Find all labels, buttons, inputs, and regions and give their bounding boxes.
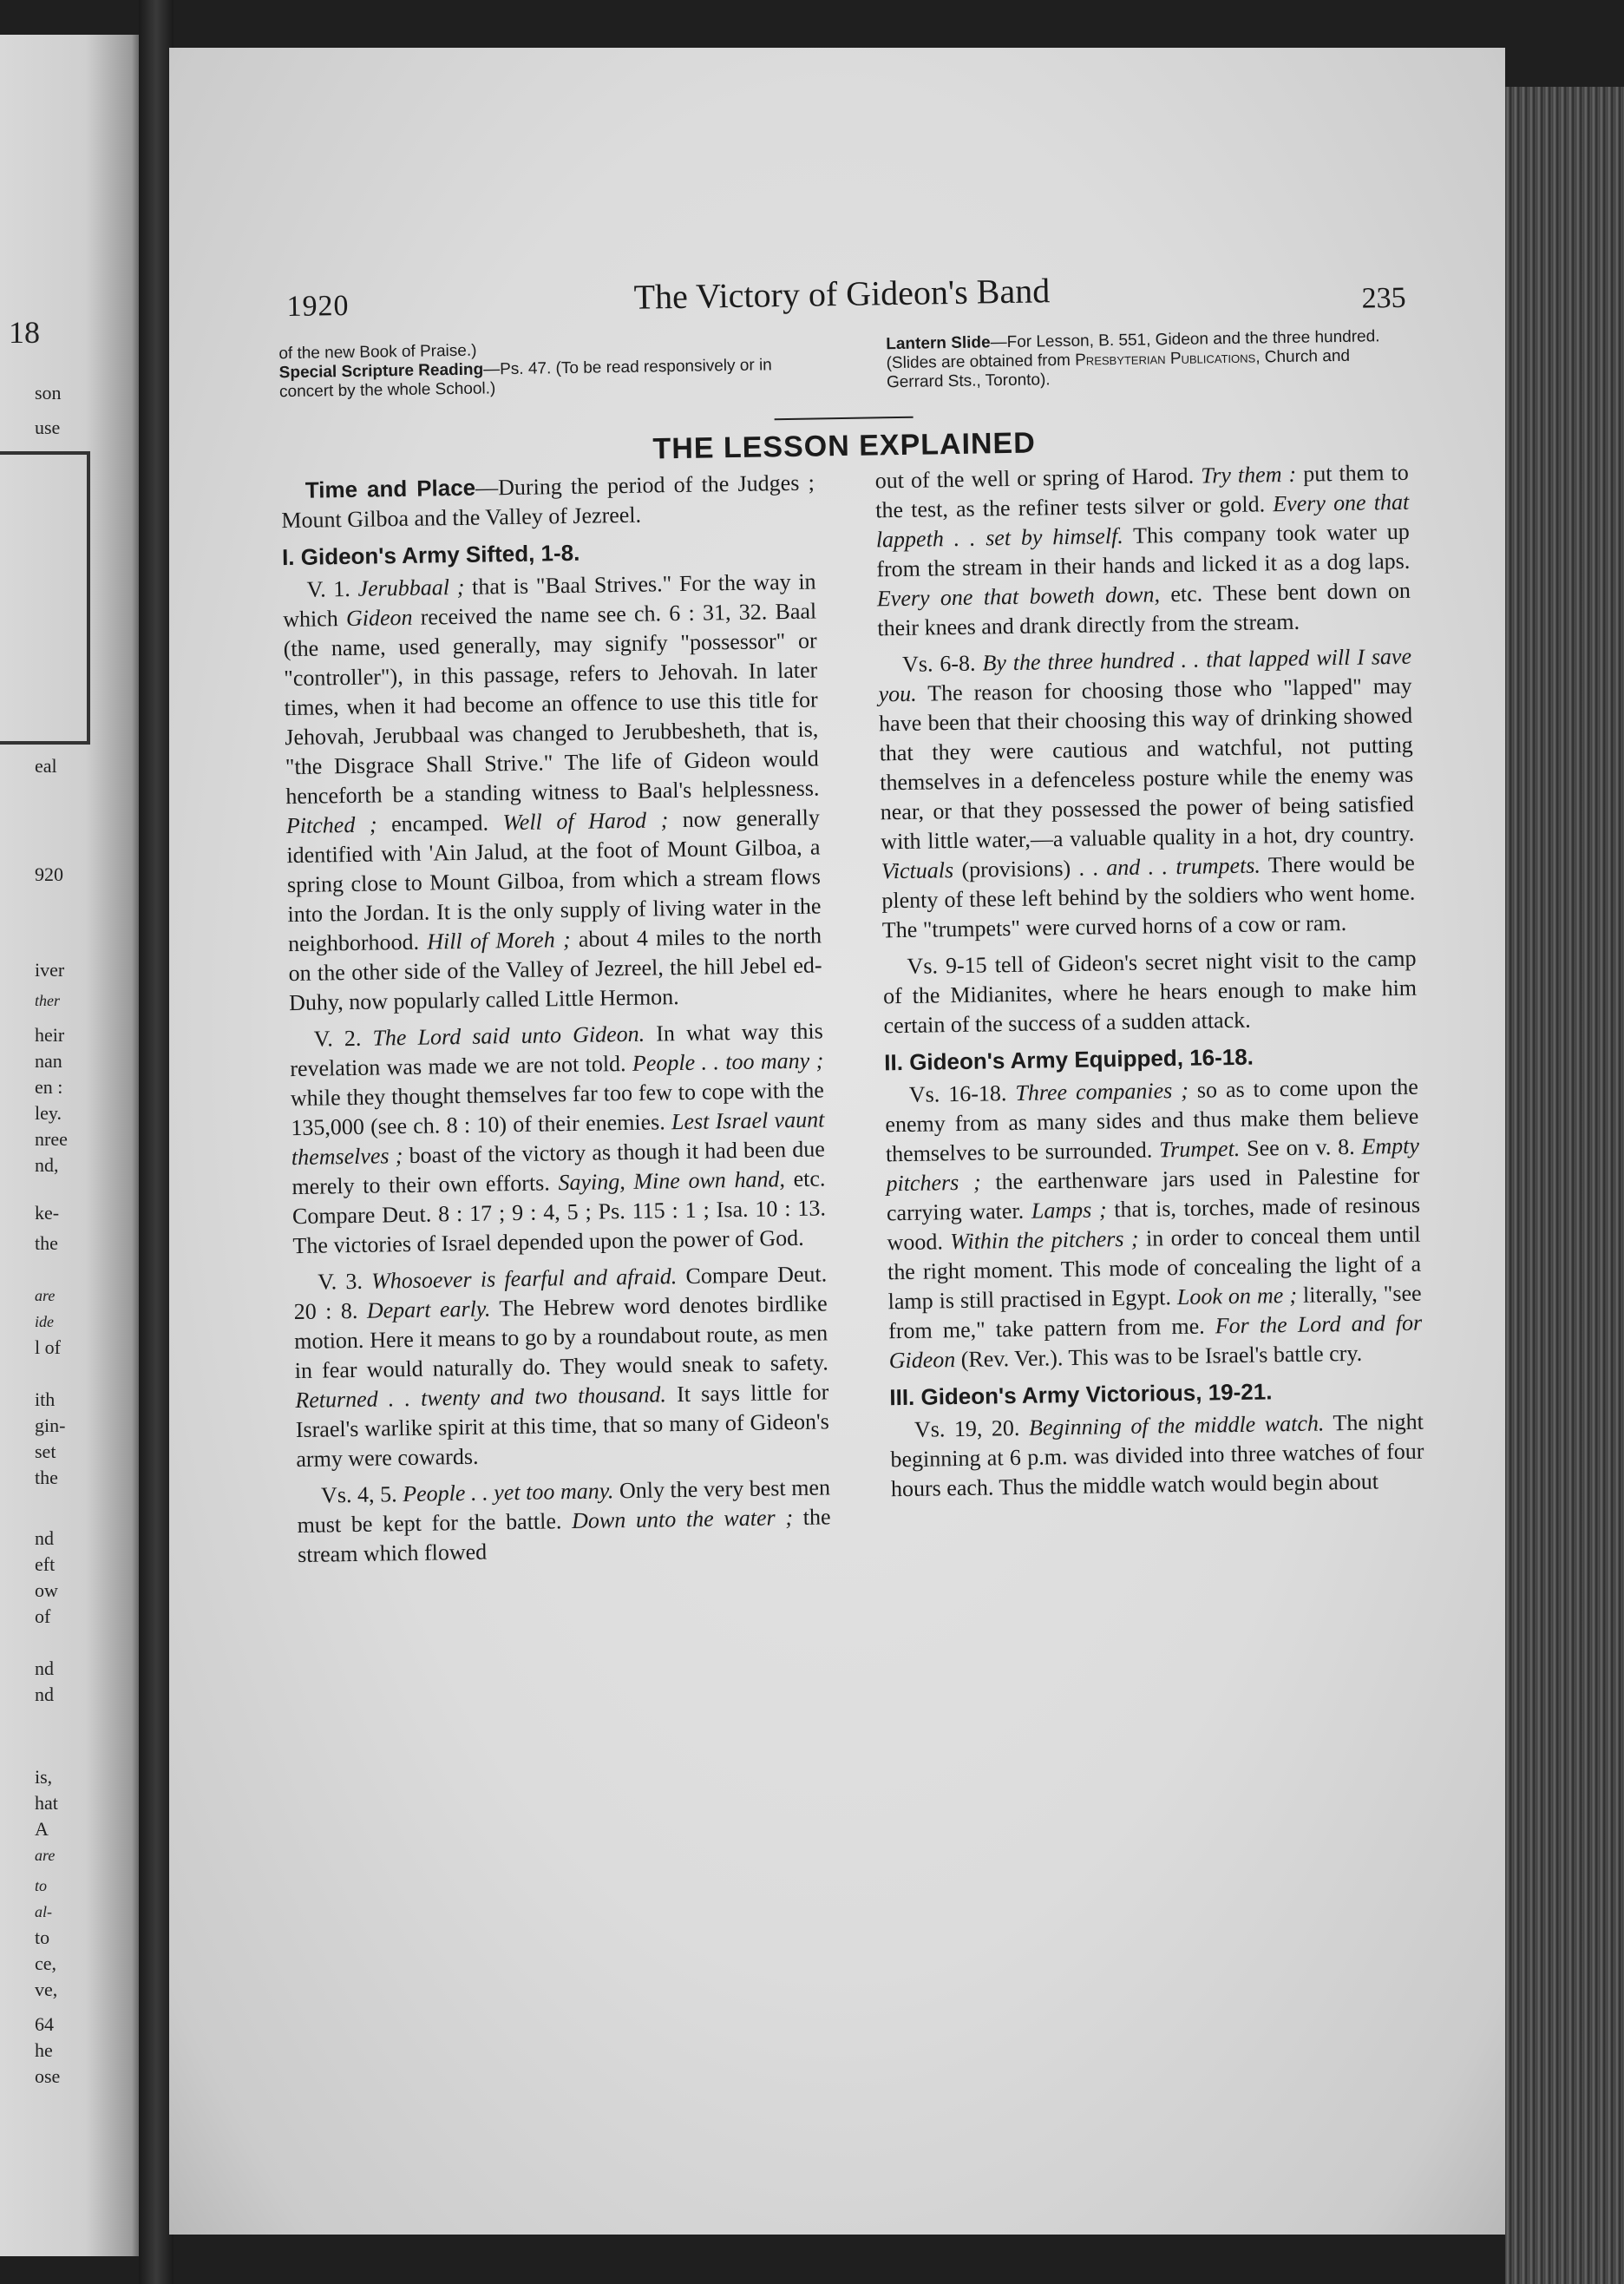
time-and-place	[281, 468, 815, 536]
body-text: that is "Baal Strives." For the way in which	[282, 568, 816, 633]
body-text: put them to the test, as the refiner tests silver or gold.	[875, 459, 1409, 523]
italic-term: Jerubbaal ;	[357, 574, 465, 601]
body-text: The reason for choosing those who "lapped" may have been that their choosing this way of drinking showed that they were cautious and watchful, not putting themselves in a defenceless posture while the enemy was near, or that they possessed the power of being satisfied with little water,—a valuable quality in a hot, dry country.	[878, 673, 1415, 855]
body-text: about 4 miles to the north on the other side of the Valley of Jezreel, the hill Jebel ed-Duhy, now popularly called Little Hermon.	[288, 922, 822, 1016]
italic-term: Look on me ;	[1176, 1282, 1298, 1310]
facing-page-fragment: 64	[35, 2013, 54, 2035]
facing-page-fragment: l of	[35, 1336, 61, 1358]
italic-term: Well of Harod ;	[502, 807, 669, 836]
body-text: the stream which flowed	[297, 1504, 831, 1568]
italic-term: Depart early.	[366, 1296, 491, 1323]
page-number: 235	[1361, 281, 1406, 315]
facing-page-fragment: eft	[35, 1553, 56, 1575]
italic-term: Try them :	[1200, 461, 1297, 489]
body-text: (provisions) . .	[953, 855, 1107, 883]
body-text: so as to come upon the enemy from as many sides and thus make them believe themselves to be surrounded.	[885, 1073, 1419, 1167]
facing-page-fragment: A	[35, 1818, 49, 1840]
time-place-text: —During the period of the Judges ; Mount Gilboa and the Valley of Jezreel.	[281, 469, 815, 534]
italic-term: Lest Israel vaunt themselves ;	[291, 1106, 825, 1171]
facing-page-fragment: he	[35, 2039, 53, 2061]
italic-term: Within the pitchers ;	[950, 1225, 1139, 1255]
paragraph-v16-18	[885, 1073, 1423, 1376]
body-text: that is, torches, made of resinous wood.	[887, 1191, 1421, 1256]
page-year: 1920	[286, 289, 350, 324]
section-rule	[775, 417, 914, 421]
body-text: the earthenware jars used in Palestine for carrying water.	[886, 1162, 1420, 1226]
heading-army-equipped: II. Gideon's Army Equipped, 16-18.	[884, 1043, 1254, 1076]
verse-label: Vs. 6-8.	[901, 650, 983, 677]
paragraph-v19-20	[890, 1408, 1425, 1505]
italic-term: Victuals	[881, 857, 954, 884]
facing-page-fragment: is,	[35, 1766, 53, 1788]
verse-label: Vs. 19, 20.	[914, 1414, 1030, 1442]
note-book-of-praise: of the new Book of Praise.)	[278, 341, 477, 364]
body-text: The night beginning at 6 p.m. was divided into three watches of four hours each. Thus the middle watch would begin about	[890, 1408, 1424, 1502]
verse-label: Vs. 16-18.	[908, 1080, 1016, 1107]
italic-term: Beginning of the middle watch.	[1028, 1410, 1325, 1441]
italic-term: By the three hundred . . that lapped will I save you.	[878, 643, 1412, 707]
text-columns	[281, 458, 1426, 1577]
italic-term: Down unto the water ;	[571, 1505, 794, 1534]
body-text: literally, "see from me," take pattern from me.	[887, 1280, 1422, 1344]
facing-page-fragment: are	[35, 1847, 56, 1864]
facing-page-fragment: nree	[35, 1128, 68, 1150]
facing-page-fragment: heir	[35, 1024, 65, 1046]
right-column	[874, 458, 1425, 1568]
italic-term: Returned . . twenty and two thousand.	[295, 1382, 667, 1414]
italic-term: People . . yet too many.	[403, 1478, 614, 1507]
facing-page-fragment: are	[35, 1287, 56, 1304]
italic-term: Every one that lappeth . . set by himself.	[875, 489, 1410, 553]
body-text: while they thought themselves far too few to cope with the 135,000 (see ch. 8 : 10) of their enemies.	[290, 1077, 825, 1141]
facing-page-fragment: nd,	[35, 1154, 59, 1176]
facing-page-fragment: nd	[35, 1657, 54, 1679]
paragraph-v4-5	[297, 1473, 832, 1570]
italic-term: The Lord said unto Gideon.	[372, 1021, 645, 1051]
verse-label: V. 3.	[317, 1268, 372, 1295]
note-left	[278, 337, 800, 402]
body-text: now generally identified with 'Ain Jalud, at the foot of Mount Gilboa, a spring close to Mount Gilboa, from which a stream flows into the Jordan. It is the only supply of living water in the neighborhood.	[286, 804, 822, 957]
note-scripture-text: —Ps. 47. (To be read responsively or in concert by the whole School.)	[278, 356, 772, 402]
page-content	[278, 265, 1425, 1577]
facing-page-fragment: nan	[35, 1050, 62, 1072]
paragraph-v1	[282, 568, 822, 1019]
paragraph-v9-15: Vs. 9-15 tell of Gideon's secret night visit to the camp of the Midianites, where he hears enough to make him certain of the success of a sudden attack.	[882, 945, 1418, 1039]
note-publisher: Presbyterian Publications	[1075, 348, 1256, 370]
body-text: etc. These bent down on their knees and drank directly from the stream.	[877, 577, 1411, 641]
facing-page-fragment: en :	[35, 1076, 63, 1098]
facing-page-fragment: eal	[35, 755, 57, 777]
facing-page-fragment: ow	[35, 1579, 58, 1601]
italic-term: Empty pitchers ;	[886, 1132, 1420, 1197]
section-title: THE LESSON EXPLAINED	[652, 426, 1037, 466]
italic-term: For the Lord and for Gideon	[888, 1309, 1423, 1374]
facing-page-fragment: ley.	[35, 1102, 62, 1124]
body-text: etc. Compare Deut. 8 : 17 ; 9 : 4, 5 ; Ps. 115 : 1 ; Isa. 10 : 13. The victories of Israel depended upon the power of God.	[291, 1165, 827, 1259]
verse-label: V. 2.	[313, 1025, 373, 1052]
note-lantern-label: Lantern Slide	[886, 333, 991, 354]
body-text: See on v. 8.	[1240, 1133, 1362, 1161]
heading-army-sifted: I. Gideon's Army Sifted, 1-8.	[281, 539, 580, 571]
facing-page-fragment: use	[35, 417, 61, 438]
italic-term: People . . too many ;	[632, 1047, 824, 1076]
facing-page-fragment: al-	[35, 1903, 52, 1920]
note-scripture-label: Special Scripture Reading	[278, 360, 484, 383]
facing-page-fragment: son	[35, 382, 62, 404]
facing-page-fragment: the	[35, 1232, 58, 1254]
facing-page-fragment: ose	[35, 2065, 61, 2087]
facing-page-fragment: ke-	[35, 1202, 60, 1224]
facing-page-fragment: 920	[35, 863, 63, 885]
heading-army-victorious: III. Gideon's Army Victorious, 19-21.	[889, 1378, 1273, 1411]
facing-page-fragment: nd	[35, 1683, 54, 1705]
facing-page-fragment: nd	[35, 1527, 54, 1549]
note-right	[886, 327, 1407, 392]
body-text: received the name see ch. 6 : 31, 32. Baal (the name, used generally, may signify "possessor" or "controller"), in this passage, refers to Jehovah. In later times, when it had become an offence to use this title for Jehovah, Jerubbaal was changed to Jerubbesheth, that is, "the Disgrace Shall Strive." The life of Gideon would henceforth be a standing witness to Baal's helplessness.	[283, 598, 820, 810]
page-block-edge	[1505, 87, 1624, 2284]
facing-page-fragment: 18	[9, 315, 40, 350]
body-text: (Rev. Ver.). This was to be Israel's battle cry.	[954, 1340, 1363, 1373]
italic-term: Gideon	[345, 604, 413, 632]
body-text: boast of the victory as though it had been due merely to their own efforts.	[291, 1136, 826, 1200]
body-text: It says little for Israel's warlike spirit at this time, that so many of Gideon's army were cowards.	[295, 1379, 830, 1473]
note-scripture-reading	[279, 356, 801, 402]
facing-page-box	[0, 451, 90, 745]
italic-term: Every one that boweth down,	[876, 581, 1161, 612]
book-page	[169, 48, 1505, 2235]
body-text: In what way this revelation was made we are not told.	[290, 1018, 823, 1082]
facing-page-fragment: hat	[35, 1792, 58, 1814]
body-text: This company took water up from the stream in their hands and licked it as a dog laps.	[876, 518, 1411, 582]
body-text: encamped.	[377, 810, 503, 837]
italic-term: Trumpet.	[1158, 1135, 1241, 1163]
paragraph-v6-8	[878, 642, 1416, 946]
body-text: The Hebrew word denotes birdlike motion. Here it means to go by a roundabout route, as men in fear would naturally do. They would sneak to safety.	[294, 1290, 828, 1384]
facing-page-fragment: ce,	[35, 1953, 57, 1974]
facing-page-fragment: iver	[35, 959, 65, 981]
body-text: Only the very best men must be kept for the battle.	[297, 1474, 831, 1539]
paragraph-v3	[293, 1259, 830, 1474]
facing-page-edge	[0, 35, 143, 2256]
paragraph-continued	[874, 458, 1411, 644]
italic-term: Hill of Moreh ;	[426, 927, 571, 955]
facing-page-fragment: the	[35, 1467, 58, 1488]
body-text: There would be plenty of these left behind by the soldiers who went home. The "trumpets" were curved horns of a cow or ram.	[881, 850, 1416, 943]
left-column	[281, 468, 832, 1578]
body-text: Compare Deut. 20 : 8.	[293, 1261, 828, 1325]
italic-term: Three companies ;	[1015, 1077, 1189, 1106]
facing-page-fragment: to	[35, 1926, 50, 1948]
facing-page-fragment: of	[35, 1605, 51, 1627]
book-gutter	[139, 0, 174, 2284]
body-text: in order to conceal them until the right moment. This mode of concealing the light of a lamp is still practised in Egypt.	[887, 1221, 1422, 1315]
facing-page-fragment: ther	[35, 992, 60, 1009]
italic-term: Saying, Mine own hand,	[558, 1166, 786, 1196]
italic-term: and . . trumpets.	[1106, 852, 1261, 881]
italic-term: Lamps ;	[1031, 1197, 1107, 1224]
facing-page-fragment: ith	[35, 1388, 56, 1410]
facing-page-fragment: to	[35, 1877, 48, 1894]
paragraph-v2	[290, 1016, 827, 1261]
verse-label: Vs. 4, 5.	[320, 1481, 403, 1508]
note-lantern-address: , Church and Gerrard Sts., Toronto).	[886, 346, 1351, 392]
verse-label: V. 1.	[306, 575, 358, 602]
italic-term: Whosoever is fearful and afraid.	[370, 1263, 678, 1294]
body-text: out of the well or spring of Harod.	[874, 463, 1202, 494]
facing-page-fragment: ide	[35, 1313, 54, 1330]
time-place-lead: Time and Place	[304, 474, 476, 503]
page-title: The Victory of Gideon's Band	[633, 271, 1051, 317]
italic-term: Pitched ;	[285, 811, 377, 839]
facing-page-fragment: ve,	[35, 1979, 58, 2000]
note-lantern-text: —For Lesson, B. 551, Gideon and the three hundred. (Slides are obtained from	[886, 327, 1380, 373]
facing-page-fragment: set	[35, 1441, 56, 1462]
facing-page-fragment: gin-	[35, 1414, 66, 1436]
